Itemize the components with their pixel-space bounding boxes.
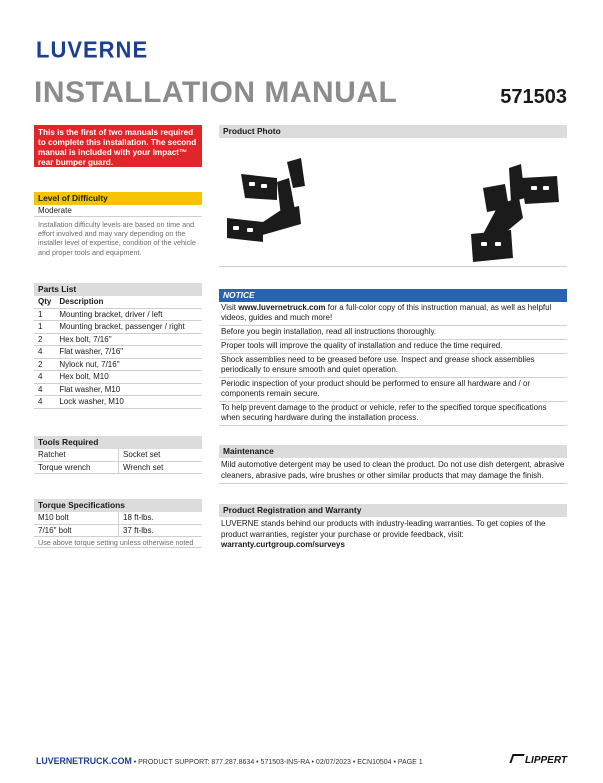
notice-item: Proper tools will improve the quality of installation and reduce the time required. bbox=[219, 340, 567, 354]
parts-list-section bbox=[34, 283, 202, 409]
notice-text: for a full-color copy of this instruction manual, as well as helpful videos, guides and much more! bbox=[221, 303, 552, 322]
lippert-logo bbox=[511, 754, 567, 766]
tool-cell: Socket set bbox=[119, 449, 203, 461]
difficulty-section bbox=[34, 192, 202, 257]
product-photo-section bbox=[219, 125, 567, 267]
lippert-mark-icon bbox=[509, 754, 524, 763]
table-row bbox=[34, 333, 202, 346]
tool-cell: Ratchet bbox=[34, 449, 119, 461]
parts-table bbox=[34, 296, 202, 409]
torque-section bbox=[34, 499, 202, 548]
torque-cell: 18 ft-lbs. bbox=[119, 512, 203, 524]
registration-section bbox=[219, 504, 567, 553]
tool-cell: Torque wrench bbox=[34, 461, 119, 474]
table-row bbox=[34, 461, 202, 474]
difficulty-note: Installation difficulty levels are based on time and effort involved and may vary depending on the installer level of expertise, condition of the vehicle and proper tools and equipment. bbox=[38, 219, 196, 257]
torque-table bbox=[34, 512, 202, 537]
brand-logo: LUVERNE bbox=[36, 36, 149, 63]
tools-heading: Tools Required bbox=[34, 436, 202, 449]
maintenance-heading: Maintenance bbox=[219, 445, 567, 458]
difficulty-level: Moderate bbox=[34, 205, 202, 217]
table-header-row bbox=[34, 296, 202, 308]
desc-cell: Hex bolt, M10 bbox=[55, 371, 202, 384]
torque-note: Use above torque setting unless otherwise noted bbox=[34, 537, 202, 548]
notice-item bbox=[219, 302, 567, 326]
notice-item: Shock assemblies need to be greased before use. Inspect and grease shock assemblies periodically to ensure smooth and quiet operation. bbox=[219, 354, 567, 378]
desc-cell: Mounting bracket, driver / left bbox=[55, 308, 202, 321]
desc-cell: Nylock nut, 7/16" bbox=[55, 358, 202, 371]
table-row bbox=[34, 512, 202, 524]
tool-cell: Wrench set bbox=[119, 461, 203, 474]
desc-cell: Flat washer, M10 bbox=[55, 383, 202, 396]
table-row bbox=[34, 383, 202, 396]
qty-header: Qty bbox=[34, 296, 55, 308]
table-row bbox=[34, 396, 202, 409]
notice-item: Periodic inspection of your product should be performed to ensure all hardware and / or components remain secure. bbox=[219, 378, 567, 402]
notice-item: Before you begin installation, read all instructions thoroughly. bbox=[219, 326, 567, 340]
qty-cell: 4 bbox=[34, 371, 55, 384]
table-row bbox=[34, 449, 202, 461]
footer bbox=[36, 756, 423, 766]
footer-site-link[interactable]: LUVERNETRUCK.COM bbox=[36, 756, 132, 766]
table-row bbox=[34, 371, 202, 384]
torque-heading: Torque Specifications bbox=[34, 499, 202, 512]
maintenance-text: Mild automotive detergent may be used to clean the product. Do not use dish detergent, abrasive cleaners, abrasive pads, wire brushes or other similar products that may damage the finish. bbox=[219, 458, 567, 484]
maintenance-section bbox=[219, 445, 567, 484]
footer-info: • PRODUCT SUPPORT: 877.287.8634 • 571503-INS-RA • 02/07/2023 • ECN10504 • PAGE 1 bbox=[131, 759, 423, 766]
notice-item: To help prevent damage to the product or vehicle, refer to the specified torque specifications when securing hardware during the installation process. bbox=[219, 402, 567, 426]
tools-section bbox=[34, 436, 202, 474]
warranty-link[interactable]: warranty.curtgroup.com/surveys bbox=[221, 540, 345, 549]
registration-heading: Product Registration and Warranty bbox=[219, 504, 567, 517]
table-row bbox=[34, 321, 202, 334]
torque-cell: 37 ft-lbs. bbox=[119, 524, 203, 537]
qty-cell: 4 bbox=[34, 346, 55, 359]
qty-cell: 1 bbox=[34, 321, 55, 334]
difficulty-heading: Level of Difficulty bbox=[34, 192, 202, 205]
desc-cell: Lock washer, M10 bbox=[55, 396, 202, 409]
warning-box: This is the first of two manuals required to complete this installation. The second manual is included with your Impact™ rear bumper guard. bbox=[34, 125, 202, 167]
torque-cell: M10 bolt bbox=[34, 512, 119, 524]
page-title: INSTALLATION MANUAL bbox=[34, 76, 398, 109]
desc-cell: Mounting bracket, passenger / right bbox=[55, 321, 202, 334]
qty-cell: 4 bbox=[34, 396, 55, 409]
bracket-illustration bbox=[219, 138, 567, 266]
desc-cell: Flat washer, 7/16" bbox=[55, 346, 202, 359]
lippert-wordmark: LIPPERT bbox=[524, 755, 567, 766]
notice-heading: NOTICE bbox=[219, 289, 567, 302]
notice-section bbox=[219, 289, 567, 426]
registration-paragraph bbox=[219, 517, 567, 553]
table-row bbox=[34, 358, 202, 371]
notice-text: Visit bbox=[221, 303, 239, 312]
table-row bbox=[34, 346, 202, 359]
qty-cell: 2 bbox=[34, 333, 55, 346]
table-row bbox=[34, 524, 202, 537]
table-row bbox=[34, 308, 202, 321]
registration-text: LUVERNE stands behind our products with industry-leading warranties. To get copies of the product warranties, register your purchase or provide feedback, visit: bbox=[221, 519, 546, 539]
desc-cell: Hex bolt, 7/16" bbox=[55, 333, 202, 346]
website-link[interactable]: www.luvernetruck.com bbox=[238, 303, 326, 312]
product-photo-heading: Product Photo bbox=[219, 125, 567, 138]
tools-table bbox=[34, 449, 202, 474]
qty-cell: 2 bbox=[34, 358, 55, 371]
part-number: 571503 bbox=[500, 86, 567, 108]
product-photo bbox=[219, 138, 567, 267]
parts-list-heading: Parts List bbox=[34, 283, 202, 296]
description-header: Description bbox=[55, 296, 202, 308]
torque-cell: 7/16" bolt bbox=[34, 524, 119, 537]
qty-cell: 1 bbox=[34, 308, 55, 321]
qty-cell: 4 bbox=[34, 383, 55, 396]
